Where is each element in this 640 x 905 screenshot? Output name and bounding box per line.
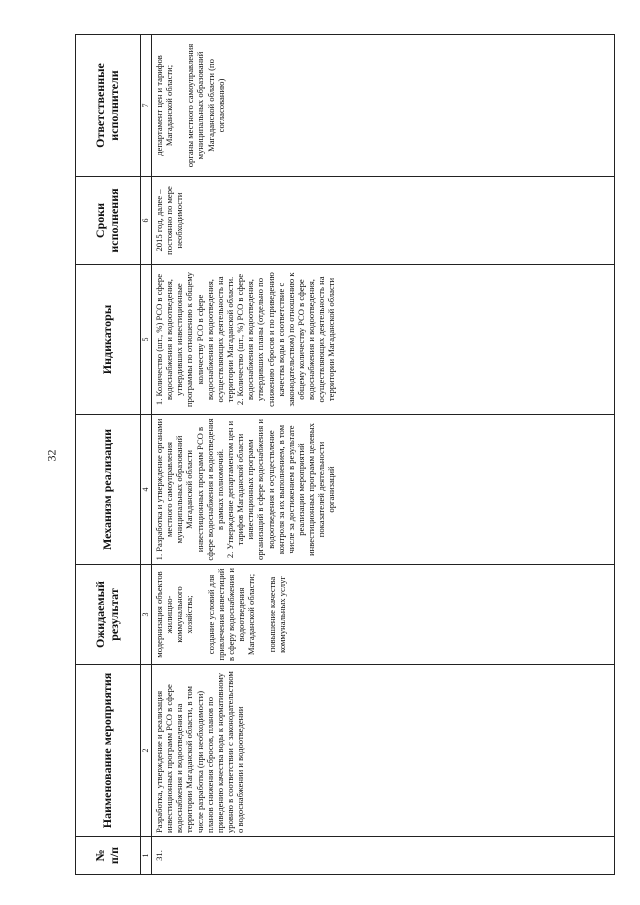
page-number: 32 xyxy=(44,449,59,462)
column-number-row xyxy=(141,35,152,875)
table-row xyxy=(152,35,615,875)
column-number: 5 xyxy=(141,265,152,415)
column-number: 1 xyxy=(141,837,152,875)
header-result: Ожидаемый результат xyxy=(76,565,141,665)
mechanism-item: 1. Разработка и утверждение органами местного самоуправления муниципальных образований Магаданской области инвестиционных программ РСО в сфере водоснабжения и водоотведения в рамках полномочий. xyxy=(154,418,225,561)
result-item: модернизация объектов жилищно-коммунального хозяйства; xyxy=(154,571,195,658)
executors-cell xyxy=(152,35,615,177)
indicators-cell xyxy=(152,265,615,415)
expected-result-cell xyxy=(152,565,615,665)
measure-name-cell: Разработка, утверждение и реализация инвестиционных программ РСО в сфере водоснабжения и водоотведения на территории Магаданской области, в том числе разработка (при необходимости) планов снижения сбросов, планов по приведению качества воды к нормативному уровню в соответствии с законодательством о водоснабжении и водоотведении xyxy=(152,665,615,837)
row-number-cell: 31. xyxy=(152,837,615,875)
indicator-item: 2. Количество (шт., %) РСО в сфере водоснабжения и водоотведения, утвердивших планы (отдельно по снижению сбросов и по приведению качества воды в соответствие с законодательством) по отношению к общему количеству РСО в сфере водоснабжения и водоотведения, осуществляющих деятельность на территории Магаданской области xyxy=(235,272,337,407)
deadline-cell: 2015 год, далее – постоянно по мере необходимости xyxy=(152,177,615,265)
header-name: Наименование мероприятия xyxy=(76,665,141,837)
column-number: 3 xyxy=(141,565,152,665)
executor-item: органы местного самоуправления муниципальных образований Магаданской области (по согласованию) xyxy=(185,43,226,168)
header-executors: Ответственные исполнители xyxy=(76,35,141,177)
column-number: 4 xyxy=(141,415,152,565)
indicator-item: 1. Количество (шт., %) РСО в сфере водоснабжения и водоотведения, утвердивших инвестиционные программы по отношению к общему количеству РСО в сфере водоснабжения и водоотведения, осуществляющих деятельность на территории Магаданской области. xyxy=(154,272,235,407)
column-number: 7 xyxy=(141,35,152,177)
column-number: 6 xyxy=(141,177,152,265)
mechanism-item: 2. Утверждение департаментом цен и тарифов Магаданской области инвестиционных программ организаций в сфере водоснабжения и водоотведения и осуществление контроля за их выполнением, в том числе за достижением в результате реализации мероприятий инвестиционных программ целевых показателей деятельности организаций xyxy=(224,419,337,560)
header-indicators: Индикаторы xyxy=(76,265,141,415)
header-mechanism: Механизм реализации xyxy=(76,415,141,565)
measures-table xyxy=(75,34,615,875)
result-item: повышение качества коммунальных услуг xyxy=(267,576,288,653)
executor-item: департамент цен и тарифов Магаданской области; xyxy=(154,55,175,156)
result-item: создание условий для привлечения инвестиций в сферу водоснабжения и водоотведения Магаданской области; xyxy=(205,568,257,661)
header-deadline: Сроки исполнения xyxy=(76,177,141,265)
table-container xyxy=(75,35,615,875)
header-row xyxy=(76,35,141,875)
mechanism-cell xyxy=(152,415,615,565)
rotated-table-frame xyxy=(75,35,615,875)
column-number: 2 xyxy=(141,665,152,837)
header-number: № п/п xyxy=(76,837,141,875)
